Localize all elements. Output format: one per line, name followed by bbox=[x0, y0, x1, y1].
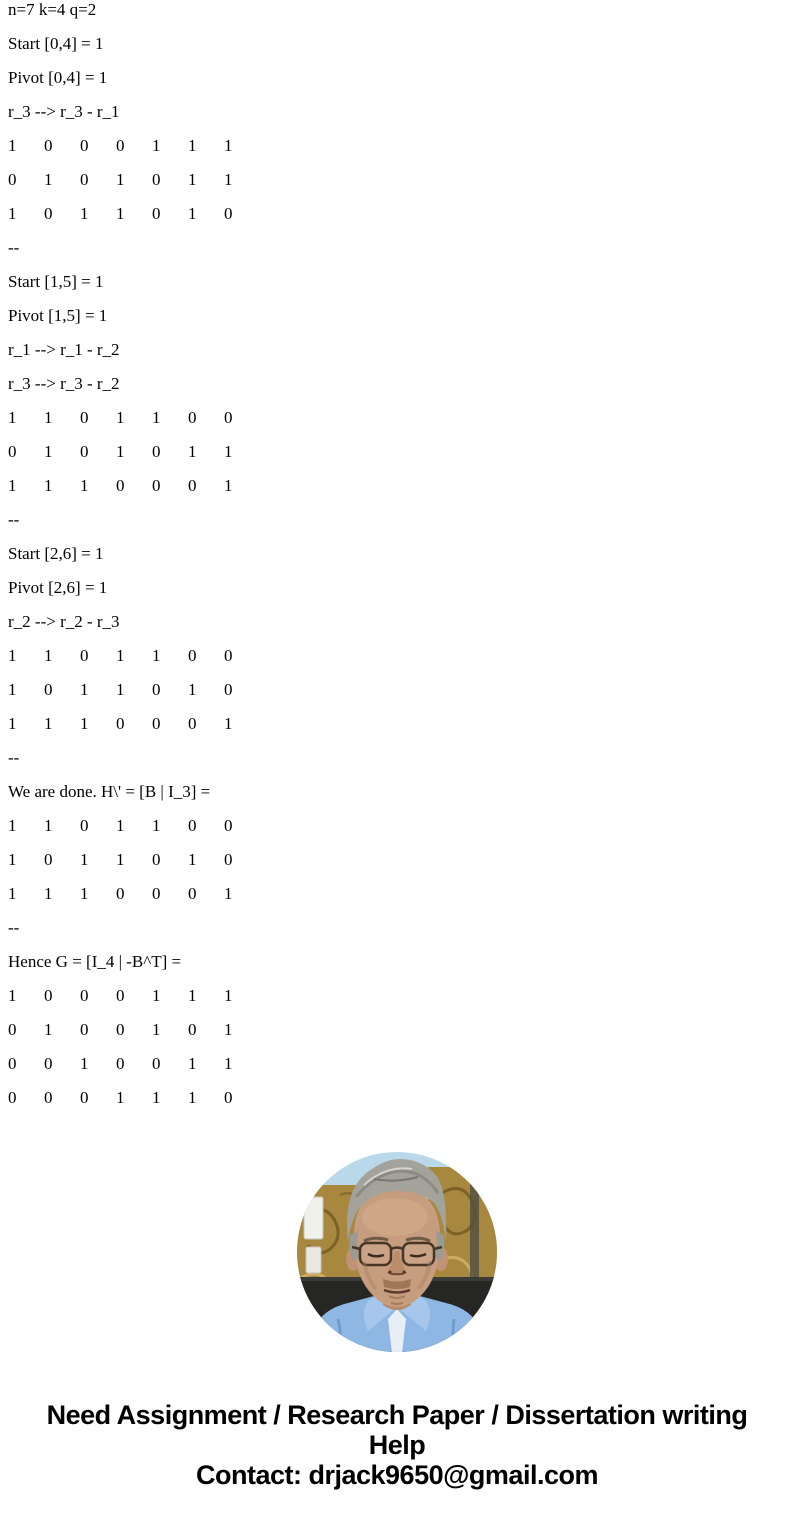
matrix-cell: 0 bbox=[224, 816, 233, 835]
matrix-cell: 0 bbox=[152, 442, 161, 461]
text-line: Pivot [2,6] = 1 bbox=[8, 578, 108, 597]
matrix-cell: 0 bbox=[80, 816, 89, 835]
matrix-cell: 0 bbox=[152, 680, 161, 699]
matrix-cell: 0 bbox=[116, 1020, 125, 1039]
matrix-row bbox=[8, 197, 794, 231]
text-line: Pivot [1,5] = 1 bbox=[8, 306, 108, 325]
text-line: Pivot [0,4] = 1 bbox=[8, 68, 108, 87]
matrix-cell: 1 bbox=[44, 170, 53, 189]
matrix-cell: 0 bbox=[224, 850, 233, 869]
matrix-cell: 0 bbox=[188, 476, 197, 495]
matrix-row bbox=[8, 843, 794, 877]
matrix-cell: 1 bbox=[152, 986, 161, 1005]
matrix-cell: 1 bbox=[188, 204, 197, 223]
matrix-cell: 0 bbox=[188, 714, 197, 733]
matrix-cell: 0 bbox=[44, 204, 53, 223]
matrix-cell: 1 bbox=[152, 1088, 161, 1107]
matrix-cell: 1 bbox=[44, 408, 53, 427]
matrix-cell: 0 bbox=[152, 850, 161, 869]
worksheet-lines bbox=[8, 0, 794, 1115]
matrix-cell: 1 bbox=[116, 442, 125, 461]
matrix-cell: 0 bbox=[8, 1020, 17, 1039]
matrix-cell: 0 bbox=[44, 986, 53, 1005]
matrix-row bbox=[8, 877, 794, 911]
matrix-cell: 1 bbox=[8, 408, 17, 427]
matrix-cell: 0 bbox=[44, 850, 53, 869]
text-line: r_2 --> r_2 - r_3 bbox=[8, 612, 120, 631]
matrix-cell: 1 bbox=[80, 714, 89, 733]
matrix-cell: 0 bbox=[116, 136, 125, 155]
matrix-cell: 1 bbox=[224, 884, 233, 903]
matrix-cell: 0 bbox=[8, 442, 17, 461]
matrix-cell: 1 bbox=[224, 136, 233, 155]
promo-contact: Contact: drjack9650@gmail.com bbox=[196, 1460, 598, 1490]
matrix-cell: 1 bbox=[224, 476, 233, 495]
matrix-cell: 1 bbox=[188, 986, 197, 1005]
text-line: Hence G = [I_4 | -B^T] = bbox=[8, 952, 182, 971]
worksheet-document bbox=[8, 0, 794, 1115]
matrix-cell: 0 bbox=[116, 476, 125, 495]
matrix-row bbox=[8, 129, 794, 163]
matrix-cell: 0 bbox=[152, 714, 161, 733]
matrix-cell: 1 bbox=[44, 646, 53, 665]
matrix-cell: 1 bbox=[80, 476, 89, 495]
matrix-cell: 0 bbox=[224, 204, 233, 223]
matrix-cell: 1 bbox=[188, 1054, 197, 1073]
matrix-row bbox=[8, 1013, 794, 1047]
matrix-cell: 0 bbox=[44, 1054, 53, 1073]
matrix-cell: 1 bbox=[8, 714, 17, 733]
matrix-cell: 1 bbox=[224, 442, 233, 461]
matrix-cell: 1 bbox=[224, 1054, 233, 1073]
text-line: We are done. H\' = [B | I_3] = bbox=[8, 782, 211, 801]
matrix-cell: 1 bbox=[116, 850, 125, 869]
matrix-cell: 0 bbox=[152, 170, 161, 189]
matrix-row bbox=[8, 979, 794, 1013]
matrix-cell: 1 bbox=[188, 680, 197, 699]
matrix-cell: 1 bbox=[80, 850, 89, 869]
matrix-cell: 0 bbox=[152, 884, 161, 903]
profile-photo bbox=[296, 1151, 498, 1353]
matrix-cell: 0 bbox=[224, 408, 233, 427]
matrix-cell: 1 bbox=[44, 816, 53, 835]
matrix-cell: 1 bbox=[116, 204, 125, 223]
matrix-cell: 0 bbox=[188, 884, 197, 903]
matrix-cell: 0 bbox=[116, 714, 125, 733]
matrix-cell: 0 bbox=[116, 884, 125, 903]
matrix-row bbox=[8, 401, 794, 435]
matrix-cell: 1 bbox=[8, 680, 17, 699]
matrix-cell: 1 bbox=[8, 646, 17, 665]
text-line: r_3 --> r_3 - r_1 bbox=[8, 102, 120, 121]
matrix-cell: 0 bbox=[80, 1020, 89, 1039]
text-line: r_3 --> r_3 - r_2 bbox=[8, 374, 120, 393]
matrix-cell: 0 bbox=[80, 408, 89, 427]
matrix-cell: 1 bbox=[80, 204, 89, 223]
matrix-cell: 0 bbox=[224, 680, 233, 699]
text-line: Start [1,5] = 1 bbox=[8, 272, 104, 291]
matrix-cell: 0 bbox=[116, 1054, 125, 1073]
matrix-cell: 1 bbox=[8, 816, 17, 835]
matrix-cell: 0 bbox=[80, 170, 89, 189]
matrix-cell: 0 bbox=[44, 136, 53, 155]
text-line: r_1 --> r_1 - r_2 bbox=[8, 340, 120, 359]
text-line: Start [0,4] = 1 bbox=[8, 34, 104, 53]
matrix-cell: 1 bbox=[224, 1020, 233, 1039]
promo-heading: Need Assignment / Research Paper / Dissertation writing Help bbox=[46, 1400, 748, 1460]
matrix-row bbox=[8, 639, 794, 673]
matrix-cell: 0 bbox=[152, 204, 161, 223]
text-line: n=7 k=4 q=2 bbox=[8, 0, 97, 19]
matrix-cell: 1 bbox=[8, 986, 17, 1005]
matrix-row bbox=[8, 809, 794, 843]
matrix-cell: 1 bbox=[116, 1088, 125, 1107]
matrix-cell: 1 bbox=[152, 408, 161, 427]
matrix-cell: 1 bbox=[80, 680, 89, 699]
matrix-cell: 0 bbox=[80, 136, 89, 155]
matrix-cell: 0 bbox=[80, 646, 89, 665]
matrix-row bbox=[8, 707, 794, 741]
matrix-row bbox=[8, 673, 794, 707]
matrix-cell: 1 bbox=[44, 714, 53, 733]
matrix-cell: 0 bbox=[80, 986, 89, 1005]
matrix-row bbox=[8, 163, 794, 197]
matrix-cell: 1 bbox=[44, 1020, 53, 1039]
text-line: Start [2,6] = 1 bbox=[8, 544, 104, 563]
matrix-cell: 1 bbox=[224, 714, 233, 733]
matrix-cell: 0 bbox=[188, 1020, 197, 1039]
matrix-cell: 1 bbox=[116, 170, 125, 189]
matrix-cell: 1 bbox=[8, 136, 17, 155]
matrix-cell: 1 bbox=[116, 646, 125, 665]
matrix-cell: 1 bbox=[44, 884, 53, 903]
matrix-cell: 1 bbox=[188, 170, 197, 189]
matrix-cell: 0 bbox=[116, 986, 125, 1005]
matrix-cell: 1 bbox=[188, 1088, 197, 1107]
matrix-cell: 0 bbox=[188, 646, 197, 665]
matrix-cell: 0 bbox=[80, 1088, 89, 1107]
matrix-cell: 0 bbox=[8, 1054, 17, 1073]
matrix-cell: 0 bbox=[188, 816, 197, 835]
matrix-cell: 0 bbox=[8, 170, 17, 189]
matrix-cell: 0 bbox=[188, 408, 197, 427]
matrix-cell: 1 bbox=[80, 1054, 89, 1073]
matrix-cell: 0 bbox=[8, 1088, 17, 1107]
matrix-cell: 1 bbox=[44, 442, 53, 461]
matrix-cell: 1 bbox=[8, 884, 17, 903]
matrix-cell: 1 bbox=[80, 884, 89, 903]
matrix-cell: 1 bbox=[152, 646, 161, 665]
matrix-row bbox=[8, 1081, 794, 1115]
matrix-cell: 0 bbox=[44, 680, 53, 699]
matrix-cell: 1 bbox=[8, 476, 17, 495]
matrix-cell: 1 bbox=[188, 442, 197, 461]
matrix-cell: 1 bbox=[224, 170, 233, 189]
matrix-cell: 1 bbox=[8, 850, 17, 869]
matrix-cell: 0 bbox=[152, 476, 161, 495]
text-line: -- bbox=[8, 238, 20, 257]
promo-footer bbox=[0, 1400, 794, 1490]
matrix-cell: 0 bbox=[224, 646, 233, 665]
matrix-cell: 1 bbox=[152, 816, 161, 835]
matrix-cell: 1 bbox=[116, 816, 125, 835]
matrix-row bbox=[8, 435, 794, 469]
matrix-cell: 0 bbox=[152, 1054, 161, 1073]
matrix-cell: 1 bbox=[152, 136, 161, 155]
matrix-cell: 1 bbox=[224, 986, 233, 1005]
matrix-cell: 1 bbox=[116, 680, 125, 699]
matrix-cell: 1 bbox=[8, 204, 17, 223]
matrix-cell: 1 bbox=[152, 1020, 161, 1039]
matrix-row bbox=[8, 1047, 794, 1081]
matrix-cell: 1 bbox=[116, 408, 125, 427]
text-line: -- bbox=[8, 510, 20, 529]
profile-photo-graphic bbox=[296, 1151, 498, 1353]
matrix-cell: 1 bbox=[44, 476, 53, 495]
text-line: -- bbox=[8, 748, 20, 767]
matrix-cell: 0 bbox=[80, 442, 89, 461]
matrix-cell: 1 bbox=[188, 136, 197, 155]
matrix-row bbox=[8, 469, 794, 503]
matrix-cell: 1 bbox=[188, 850, 197, 869]
text-line: -- bbox=[8, 918, 20, 937]
matrix-cell: 0 bbox=[44, 1088, 53, 1107]
matrix-cell: 0 bbox=[224, 1088, 233, 1107]
